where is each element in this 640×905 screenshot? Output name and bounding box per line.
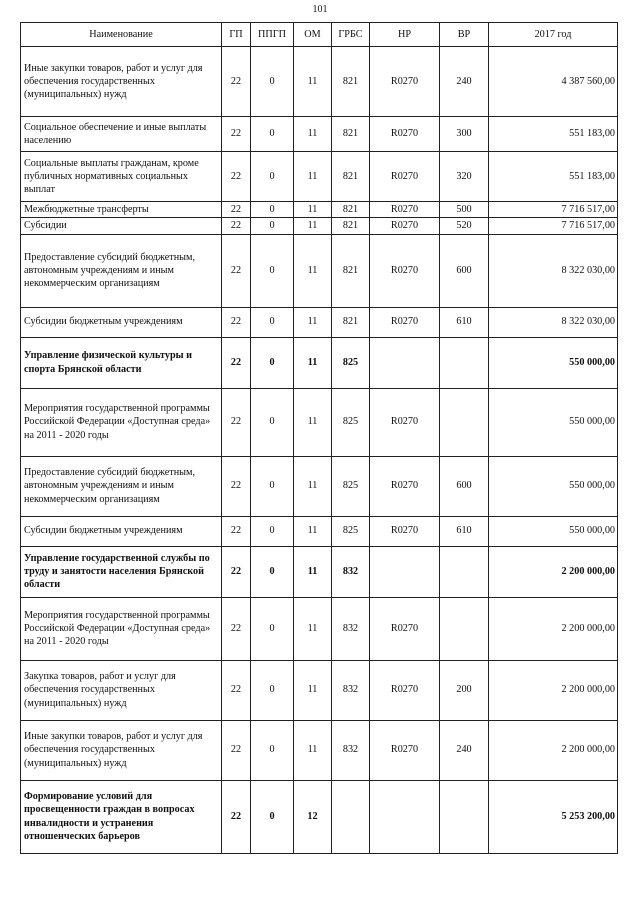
table-row [21, 456, 618, 516]
cell-amount: 5 253 200,00 [489, 780, 618, 853]
cell-name: Закупка товаров, работ и услуг для обеспечения государственных (муниципальных) нужд [21, 660, 222, 720]
cell-gp: 22 [222, 388, 251, 456]
cell-om: 11 [294, 307, 332, 337]
cell-vr: 520 [440, 218, 489, 234]
cell-vr: 600 [440, 456, 489, 516]
cell-nr: R0270 [370, 47, 440, 117]
cell-ppgp: 0 [251, 546, 294, 597]
cell-vr [440, 546, 489, 597]
cell-name: Социальное обеспечение и иные выплаты населению [21, 117, 222, 152]
cell-gp: 22 [222, 117, 251, 152]
table-row [21, 388, 618, 456]
cell-name: Межбюджетные трансферты [21, 202, 222, 218]
cell-om: 11 [294, 47, 332, 117]
cell-name: Субсидии бюджетным учреждениям [21, 307, 222, 337]
cell-ppgp: 0 [251, 218, 294, 234]
cell-amount: 7 716 517,00 [489, 218, 618, 234]
cell-vr: 600 [440, 234, 489, 307]
cell-nr: R0270 [370, 597, 440, 660]
cell-grbs: 825 [332, 456, 370, 516]
table-row [21, 780, 618, 853]
cell-ppgp: 0 [251, 47, 294, 117]
cell-nr [370, 546, 440, 597]
cell-grbs: 821 [332, 218, 370, 234]
cell-grbs: 821 [332, 117, 370, 152]
cell-gp: 22 [222, 720, 251, 780]
budget-table [20, 22, 618, 854]
cell-name: Управление государственной службы по труду и занятости населения Брянской области [21, 546, 222, 597]
cell-grbs: 825 [332, 388, 370, 456]
cell-ppgp: 0 [251, 152, 294, 202]
cell-grbs: 821 [332, 202, 370, 218]
cell-vr: 240 [440, 47, 489, 117]
table-header-row [21, 23, 618, 47]
header-gp: ГП [222, 23, 251, 47]
cell-amount: 2 200 000,00 [489, 597, 618, 660]
cell-grbs: 821 [332, 47, 370, 117]
cell-nr: R0270 [370, 218, 440, 234]
cell-vr [440, 597, 489, 660]
cell-vr: 610 [440, 307, 489, 337]
cell-name: Иные закупки товаров, работ и услуг для обеспечения государственных (муниципальных) нужд [21, 720, 222, 780]
cell-name: Мероприятия государственной программы Российской Федерации «Доступная среда» на 2011 - 2020 годы [21, 597, 222, 660]
cell-om: 11 [294, 234, 332, 307]
cell-vr [440, 780, 489, 853]
cell-nr: R0270 [370, 516, 440, 546]
cell-nr: R0270 [370, 388, 440, 456]
cell-nr [370, 780, 440, 853]
table-row [21, 202, 618, 218]
cell-ppgp: 0 [251, 780, 294, 853]
table-row [21, 720, 618, 780]
cell-om: 11 [294, 456, 332, 516]
cell-name: Предоставление субсидий бюджетным, автономным учреждениям и иным некоммерческим организациям [21, 234, 222, 307]
cell-om: 11 [294, 388, 332, 456]
table-row [21, 152, 618, 202]
cell-name: Формирование условий для просвещенности граждан в вопросах инвалидности и устранения отношенческих барьеров [21, 780, 222, 853]
cell-gp: 22 [222, 337, 251, 388]
cell-ppgp: 0 [251, 234, 294, 307]
cell-vr: 500 [440, 202, 489, 218]
cell-nr: R0270 [370, 307, 440, 337]
cell-ppgp: 0 [251, 456, 294, 516]
cell-name: Иные закупки товаров, работ и услуг для обеспечения государственных (муниципальных) нужд [21, 47, 222, 117]
cell-gp: 22 [222, 456, 251, 516]
cell-amount: 551 183,00 [489, 117, 618, 152]
cell-ppgp: 0 [251, 516, 294, 546]
cell-grbs: 821 [332, 307, 370, 337]
cell-grbs: 832 [332, 720, 370, 780]
cell-om: 11 [294, 218, 332, 234]
cell-amount: 551 183,00 [489, 152, 618, 202]
header-ppgp: ППГП [251, 23, 294, 47]
cell-gp: 22 [222, 597, 251, 660]
cell-vr: 320 [440, 152, 489, 202]
cell-vr: 610 [440, 516, 489, 546]
cell-om: 11 [294, 152, 332, 202]
cell-amount: 550 000,00 [489, 456, 618, 516]
cell-om: 12 [294, 780, 332, 853]
cell-name: Предоставление субсидий бюджетным, автономным учреждениям и иным некоммерческим организациям [21, 456, 222, 516]
cell-vr [440, 337, 489, 388]
table-row [21, 597, 618, 660]
cell-gp: 22 [222, 516, 251, 546]
cell-vr: 200 [440, 660, 489, 720]
cell-om: 11 [294, 337, 332, 388]
cell-amount: 550 000,00 [489, 516, 618, 546]
cell-amount: 2 200 000,00 [489, 660, 618, 720]
table-row [21, 218, 618, 234]
cell-amount: 2 200 000,00 [489, 720, 618, 780]
header-nr: НР [370, 23, 440, 47]
cell-nr: R0270 [370, 720, 440, 780]
cell-name: Субсидии [21, 218, 222, 234]
table-row [21, 47, 618, 117]
cell-om: 11 [294, 516, 332, 546]
cell-om: 11 [294, 660, 332, 720]
cell-ppgp: 0 [251, 597, 294, 660]
cell-nr: R0270 [370, 456, 440, 516]
cell-grbs: 821 [332, 234, 370, 307]
table-row [21, 337, 618, 388]
cell-vr: 240 [440, 720, 489, 780]
cell-gp: 22 [222, 47, 251, 117]
cell-gp: 22 [222, 234, 251, 307]
cell-nr [370, 337, 440, 388]
cell-amount: 2 200 000,00 [489, 546, 618, 597]
cell-ppgp: 0 [251, 202, 294, 218]
cell-grbs: 825 [332, 337, 370, 388]
table-row [21, 660, 618, 720]
header-vr: ВР [440, 23, 489, 47]
cell-ppgp: 0 [251, 660, 294, 720]
cell-gp: 22 [222, 307, 251, 337]
cell-ppgp: 0 [251, 388, 294, 456]
page-number: 101 [312, 4, 328, 15]
table-row [21, 546, 618, 597]
table-row [21, 516, 618, 546]
cell-grbs: 832 [332, 660, 370, 720]
cell-nr: R0270 [370, 234, 440, 307]
cell-om: 11 [294, 202, 332, 218]
cell-name: Управление физической культуры и спорта Брянской области [21, 337, 222, 388]
cell-grbs: 821 [332, 152, 370, 202]
cell-amount: 7 716 517,00 [489, 202, 618, 218]
cell-gp: 22 [222, 660, 251, 720]
cell-grbs: 832 [332, 597, 370, 660]
cell-amount: 8 322 030,00 [489, 307, 618, 337]
cell-om: 11 [294, 720, 332, 780]
cell-nr: R0270 [370, 117, 440, 152]
cell-ppgp: 0 [251, 720, 294, 780]
cell-amount: 4 387 560,00 [489, 47, 618, 117]
cell-nr: R0270 [370, 202, 440, 218]
cell-om: 11 [294, 546, 332, 597]
cell-grbs [332, 780, 370, 853]
header-amount: 2017 год [489, 23, 618, 47]
cell-amount: 8 322 030,00 [489, 234, 618, 307]
header-grbs: ГРБС [332, 23, 370, 47]
header-om: ОМ [294, 23, 332, 47]
cell-ppgp: 0 [251, 307, 294, 337]
cell-grbs: 825 [332, 516, 370, 546]
cell-name: Социальные выплаты гражданам, кроме публичных нормативных социальных выплат [21, 152, 222, 202]
cell-name: Субсидии бюджетным учреждениям [21, 516, 222, 546]
cell-nr: R0270 [370, 152, 440, 202]
cell-om: 11 [294, 117, 332, 152]
cell-gp: 22 [222, 546, 251, 597]
cell-gp: 22 [222, 202, 251, 218]
cell-ppgp: 0 [251, 337, 294, 388]
table-row [21, 234, 618, 307]
cell-amount: 550 000,00 [489, 388, 618, 456]
cell-nr: R0270 [370, 660, 440, 720]
cell-gp: 22 [222, 218, 251, 234]
cell-om: 11 [294, 597, 332, 660]
table-row [21, 307, 618, 337]
cell-gp: 22 [222, 780, 251, 853]
cell-name: Мероприятия государственной программы Российской Федерации «Доступная среда» на 2011 - 2020 годы [21, 388, 222, 456]
cell-amount: 550 000,00 [489, 337, 618, 388]
header-name: Наименование [21, 23, 222, 47]
cell-ppgp: 0 [251, 117, 294, 152]
table-row [21, 117, 618, 152]
cell-gp: 22 [222, 152, 251, 202]
cell-vr: 300 [440, 117, 489, 152]
cell-grbs: 832 [332, 546, 370, 597]
cell-vr [440, 388, 489, 456]
